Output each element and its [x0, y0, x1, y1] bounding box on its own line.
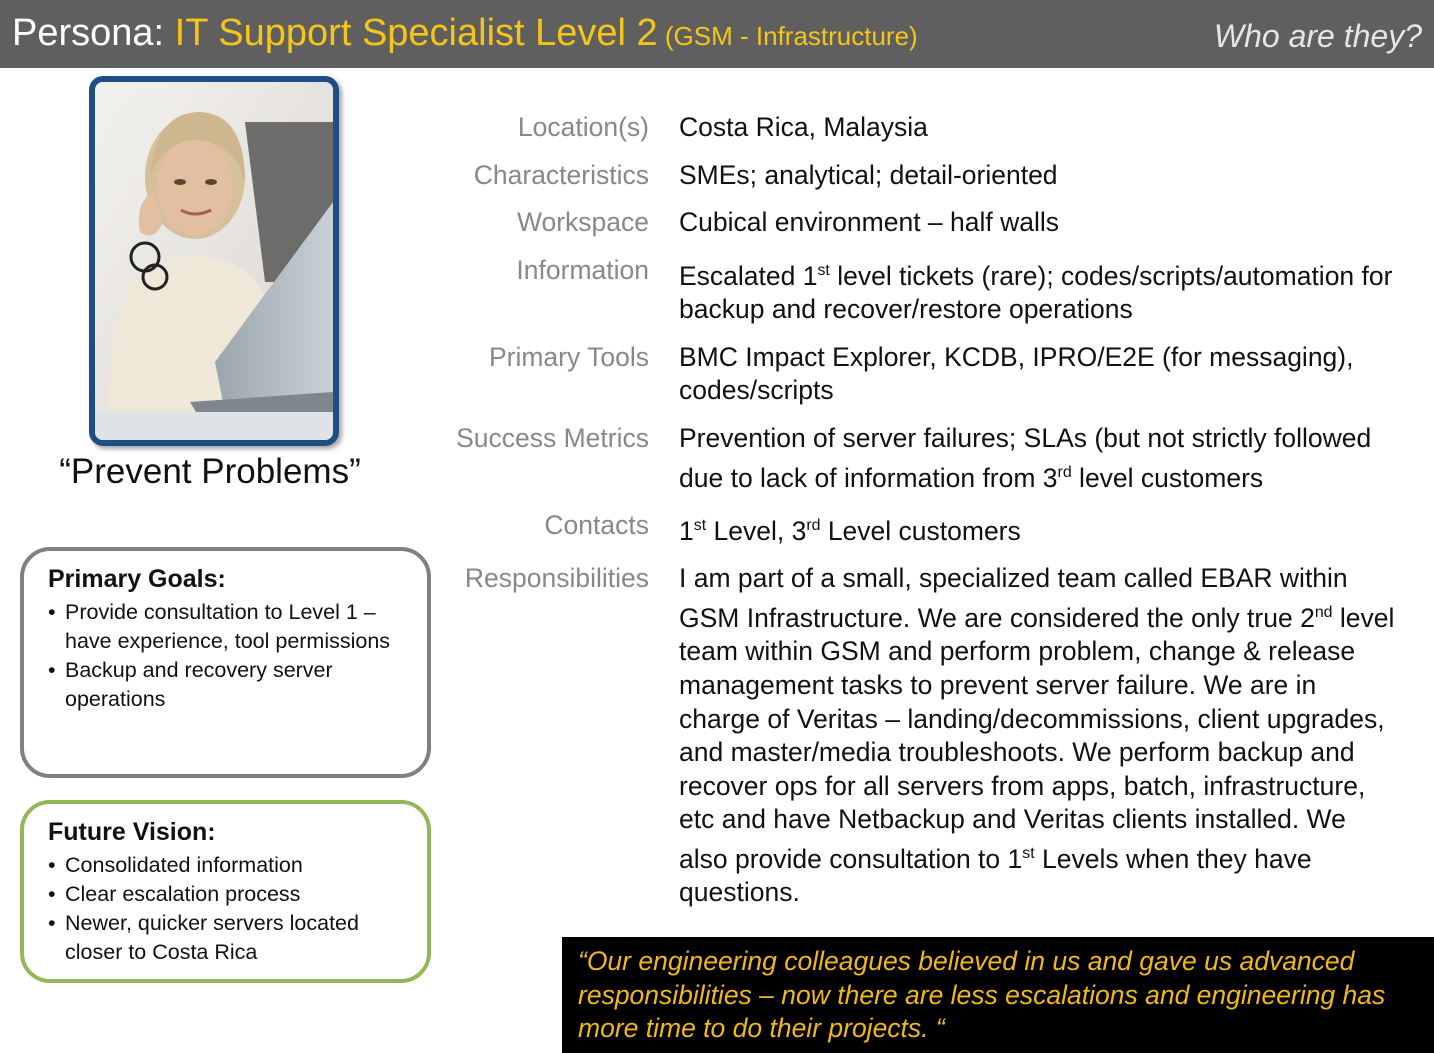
attribute-label: Contacts: [544, 510, 649, 540]
list-item: • Consolidated information: [48, 851, 407, 880]
attribute-value: [679, 509, 1399, 548]
value-text: 1: [679, 515, 694, 546]
persona-photo: [89, 76, 339, 446]
attribute-value: SMEs; analytical; detail-oriented: [679, 159, 1058, 190]
attribute-label: Primary Tools: [488, 341, 649, 372]
attribute-row-characteristics: [440, 159, 1420, 193]
attribute-row-metrics: [440, 422, 1420, 495]
persona-org: (GSM - Infrastructure): [657, 21, 918, 51]
persona-prefix: Persona:: [12, 12, 175, 54]
attribute-row-workspace: [440, 206, 1420, 240]
superscript: st: [817, 261, 830, 279]
attribute-value: BMC Impact Explorer, KCDB, IPRO/E2E (for messaging), codes/scripts: [679, 341, 1354, 406]
value-text: Prevention of server failures; SLAs (but not strictly followed due to lack of information from 3: [679, 422, 1372, 493]
future-vision-title: Future Vision:: [48, 818, 216, 846]
attribute-label: Location(s): [517, 112, 649, 142]
superscript: st: [693, 517, 707, 534]
value-text: Level, 3: [706, 515, 807, 546]
header-bar: [0, 0, 1434, 68]
attribute-value: Costa Rica, Malaysia: [679, 112, 928, 142]
superscript: rd: [806, 517, 821, 534]
who-are-they-label: Who are they?: [1213, 18, 1422, 54]
attribute-value: [679, 422, 1399, 495]
list-item: • Clear escalation process: [48, 880, 407, 909]
list-item: • Provide consultation to Level 1 – have experience, tool permissions: [48, 598, 407, 656]
attribute-label: Workspace: [516, 207, 649, 238]
attribute-label: Characteristics: [473, 159, 649, 190]
attribute-value: [679, 254, 1399, 327]
attribute-row-contacts: [440, 509, 1420, 548]
value-text: level customers: [1071, 462, 1264, 493]
value-text: Escalated 1: [679, 260, 818, 291]
superscript: rd: [1057, 463, 1072, 481]
value-text: level team within GSM and perform problem, change & release management tasks to prevent server failure. We are in charge of Veritas – landing/decommissions, client upgrades, and master/media troubleshoots. We perform backup and recover ops for all servers from apps, batch, infrastructure, etc and have Netbackup and Veritas clients installed. We also provide consultation to 1: [679, 602, 1395, 874]
persona-title: [12, 12, 918, 55]
value-text: level tickets (rare); codes/scripts/automation for backup and recover/restore operations: [679, 260, 1393, 325]
attribute-label: Responsibilities: [464, 563, 649, 594]
persona-photo-illustration: [95, 82, 333, 440]
attribute-row-location: [440, 111, 1420, 145]
attribute-label: Success Metrics: [456, 422, 649, 453]
attribute-label: Information: [516, 254, 649, 285]
attribute-row-information: [440, 254, 1420, 327]
persona-quote: “Prevent Problems”: [59, 452, 361, 491]
primary-goals-title: Primary Goals:: [48, 565, 226, 593]
testimonial-quote: “Our engineering colleagues believed in us and gave us advanced responsibilities – now there are less escalations and engineering has more time to do their projects. “: [562, 937, 1434, 1053]
value-text: I am part of a small, specialized team called EBAR within GSM Infrastructure. We are considered the only true 2: [679, 563, 1348, 633]
future-vision-list: [48, 851, 407, 967]
value-text: Levels when they have questions.: [679, 843, 1312, 908]
primary-goals-box: [20, 547, 431, 778]
primary-goals-list: [48, 598, 407, 714]
persona-attributes: [440, 111, 1420, 910]
list-item: • Backup and recovery server operations: [48, 656, 407, 714]
future-vision-box: [20, 800, 431, 983]
value-text: Level customers: [820, 515, 1021, 546]
list-item: • Newer, quicker servers located closer to Costa Rica: [48, 909, 407, 967]
superscript: st: [1022, 845, 1035, 862]
superscript: nd: [1314, 604, 1333, 622]
attribute-value: Cubical environment – half walls: [679, 207, 1060, 238]
attribute-row-tools: [440, 341, 1420, 408]
attribute-value: [679, 562, 1399, 910]
attribute-row-responsibilities: [440, 562, 1420, 910]
persona-role: IT Support Specialist Level 2: [174, 12, 658, 54]
